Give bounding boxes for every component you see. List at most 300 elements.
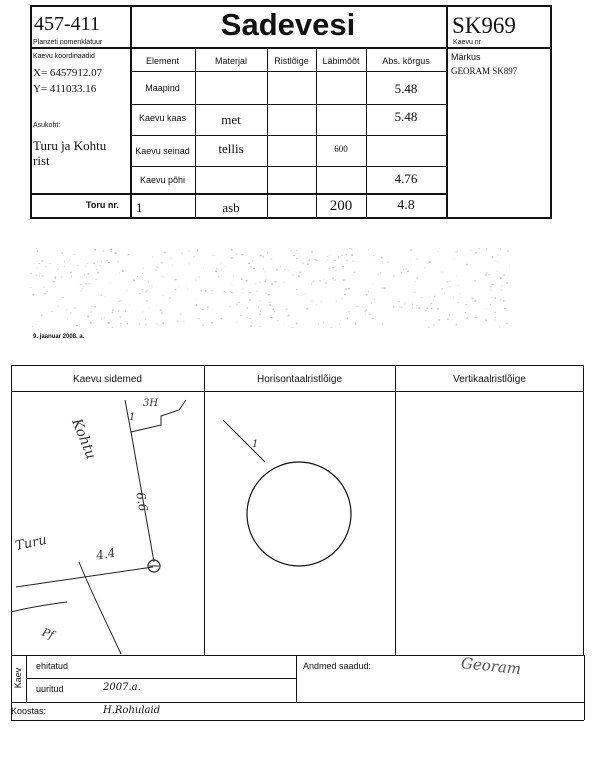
speckle-dot [334,260,336,261]
speckle-dot [274,311,275,313]
speckle-dot [267,252,268,253]
speckle-dot [492,297,493,298]
speckle-dot [49,263,51,264]
distance-label: 4.4 [95,545,117,563]
speckle-dot [152,256,153,258]
speckle-dot [291,250,292,251]
pipe-nr: 1 [136,200,143,215]
speckle-dot [230,291,231,292]
speckle-dot [66,310,68,311]
speckle-dot [431,303,433,304]
speckle-dot [486,272,488,273]
speckle-dot [112,310,114,311]
speckle-dot [147,290,149,291]
table-row-korgus: 4.76 [394,171,418,186]
speckle-dot [145,319,146,320]
speckle-dot [112,312,114,313]
speckle-dot [284,282,285,284]
speckle-dot [344,294,346,295]
speckle-dot [401,272,403,273]
speckle-dot [37,268,38,269]
speckle-dot [466,308,467,309]
speckle-dot [353,261,355,262]
pipe-materjal: asb [222,200,240,215]
speckle-dot [406,268,407,270]
speckle-dot [248,263,250,264]
speckle-dot [69,260,70,261]
speckle-dot [112,327,113,328]
speckle-dot [293,274,294,276]
pipe-arrow-label: 1 [252,439,259,450]
speckle-dot [504,308,506,309]
speckle-dot [501,285,502,287]
speckle-dot [53,281,55,282]
built-label: ehitatud [36,661,69,671]
speckle-dot [441,271,442,273]
speckle-dot [91,306,93,307]
speckle-dot [196,298,197,299]
speckle-dot [76,265,78,266]
speckle-dot [424,268,426,269]
speckle-dot [143,268,144,269]
speckle-dot [372,318,373,319]
speckle-dot [414,292,416,293]
speckle-dot [494,312,496,313]
well-circle [247,462,351,566]
speckle-dot [80,291,82,292]
speckle-dot [149,308,150,309]
speckle-dot [211,290,213,291]
speckle-dot [336,300,337,302]
speckle-dot [355,322,356,324]
speckle-dot [348,288,350,289]
speckle-dot [42,260,44,261]
speckle-dot [286,309,288,310]
table-row-element: Kaevu kaas [138,113,187,123]
speckle-dot [180,313,181,314]
speckle-dot [233,276,234,277]
speckle-dot [71,276,72,277]
speckle-dot [103,251,104,252]
speckle-dot [399,306,400,307]
speckle-dot [126,290,127,291]
speckle-dot [160,309,162,311]
speckle-dot [137,276,138,277]
speckle-dot [318,323,319,325]
speckle-dot [67,319,68,320]
speckle-dot [67,257,68,258]
speckle-dot [230,306,231,307]
speckle-dot [497,271,498,272]
speckle-dot [467,318,469,319]
speckle-dot [399,301,400,302]
speckle-dot [296,323,298,325]
speckle-dot [107,260,108,261]
speckle-dot [490,304,491,305]
speckle-dot [94,249,96,251]
speckle-dot [231,257,233,258]
speckle-dot [300,272,302,274]
speckle-dot [345,289,347,290]
speckle-dot [246,317,247,318]
speckle-dot [393,276,395,277]
speckle-dot [129,305,130,306]
location-sketch [11,392,204,655]
speckle-dot [298,275,300,277]
header-materjal: Materjal [214,56,247,66]
speckle-dot [241,315,242,316]
speckle-dot [417,277,418,279]
speckle-dot [252,261,253,262]
speckle-dot [238,302,240,304]
speckle-dot [355,324,356,326]
speckle-dot [241,278,243,280]
speckle-dot [86,283,87,284]
speckle-dot [161,262,163,263]
speckle-dot [224,291,225,293]
speckle-dot [490,286,492,287]
data-source-value: Georam [460,653,523,679]
speckle-dot [46,291,48,292]
pipe-arrow [223,420,265,462]
speckle-dot [449,314,450,316]
speckle-dot [485,320,487,322]
speckle-dot [118,301,119,303]
speckle-dot [346,318,347,319]
speckle-dot [118,311,119,312]
well-number: SK969 [452,13,516,38]
speckle-dot [259,326,261,327]
speckle-dot [338,257,339,258]
speckle-dot [415,281,416,282]
speckle-dot [316,305,318,306]
speckle-dot [196,304,198,306]
speckle-dot [500,277,502,279]
speckle-dot [122,270,124,272]
speckle-dot [288,316,289,317]
speckle-dot [258,306,259,308]
speckle-dot [152,286,153,287]
speckle-dot [428,327,430,328]
speckle-dot [380,273,381,274]
speckle-dot [327,256,328,257]
speckle-dot [249,299,251,301]
speckle-dot [231,249,233,251]
table-row-labimoot: 600 [334,144,348,154]
speckle-dot [495,316,496,318]
speckle-dot [133,280,135,282]
speckle-dot [263,268,264,269]
speckle-dot [58,306,59,307]
table-row-korgus: 5.48 [394,81,418,96]
speckle-dot [111,251,112,252]
speckle-dot [149,287,150,288]
inspected-value: 2007.a. [103,682,141,693]
speckle-dot [348,311,350,312]
speckle-dot [146,300,147,302]
speckle-dot [105,296,106,297]
speckle-dot [253,268,255,269]
speckle-dot [241,254,243,255]
speckle-dot [120,323,122,324]
speckle-dot [203,268,204,269]
speckle-dot [475,253,476,255]
speckle-dot [330,255,331,256]
coord-x: X= 6457912.07 [33,67,103,79]
speckle-dot [231,292,233,293]
speckle-dot [100,295,102,296]
speckle-dot [43,287,45,288]
speckle-dot [271,284,273,286]
speckle-dot [441,288,443,289]
speckle-dot [62,253,63,254]
speckle-dot [466,264,468,266]
pipe-korgus: 4.8 [397,198,415,213]
speckle-dot [243,289,244,291]
speckle-dot [115,252,117,254]
speckle-dot [302,263,304,264]
speckle-dot [95,266,96,267]
speckle-dot [156,270,157,272]
inspected-label: uuritud [36,684,64,694]
speckle-dot [139,293,141,294]
speckle-dot [110,248,112,250]
speckle-dot [250,325,252,326]
speckle-dot [307,263,309,265]
speckle-dot [366,309,367,310]
speckle-dot [270,259,272,260]
lower-form [11,365,584,720]
speckle-dot [44,293,46,294]
speckle-dot [93,263,95,265]
speckle-dot [87,263,88,264]
house-label: 3H [143,398,159,409]
speckle-dot [486,248,487,249]
speckle-dot [459,294,460,295]
speckle-dot [417,259,418,260]
speckle-dot [334,280,336,281]
plan-number: 457-411 [34,13,100,35]
speckle-dot [95,279,97,280]
speckle-dot [453,258,454,259]
speckle-dot [172,264,173,265]
speckle-dot [365,313,366,314]
speckle-dot [323,279,324,280]
speckle-dot [88,284,90,285]
speckle-dot [404,303,405,305]
speckle-dot [458,302,459,304]
speckle-dot [311,283,312,285]
speckle-dot [434,296,435,298]
speckle-dot [207,307,208,309]
speckle-dot [202,309,204,310]
speckle-dot [193,256,195,257]
speckle-dot [55,276,56,278]
speckle-dot [374,299,375,300]
speckle-dot [330,327,332,328]
speckle-dot [293,255,295,256]
speckle-dot [243,292,244,294]
coord-y: Y= 411033.16 [33,83,97,95]
speckle-dot [453,297,454,299]
speckle-dot [87,316,89,318]
speckle-dot [101,318,102,319]
speckle-dot [416,305,418,306]
speckle-dot [492,284,494,285]
speckle-dot [201,290,203,292]
speckle-dot [316,260,318,261]
speckle-dot [96,269,98,270]
speckle-dot [232,284,233,285]
speckle-dot [213,255,214,256]
header-korgus: Abs. kõrgus [382,56,430,66]
speckle-dot [74,254,76,255]
speckle-dot [271,317,273,318]
speckle-dot [218,276,219,277]
speckle-dot [34,264,35,265]
scan-noise [30,248,510,328]
speckle-dot [203,325,204,326]
speckle-dot [346,260,348,261]
speckle-dot [30,287,31,288]
speckle-dot [74,307,76,308]
speckle-dot [120,325,121,327]
speckle-dot [141,289,143,290]
speckle-dot [497,274,498,275]
speckle-dot [119,272,120,273]
speckle-dot [156,323,157,324]
remarks-text: GEORAM SK897 [451,66,518,76]
speckle-dot [128,254,130,255]
speckle-dot [325,283,326,285]
speckle-dot [387,262,389,263]
speckle-dot [333,278,334,280]
speckle-dot [501,289,502,290]
speckle-dot [425,320,426,321]
speckle-dot [184,321,185,322]
speckle-dot [323,322,324,323]
speckle-dot [220,264,221,265]
speckle-dot [125,311,126,313]
speckle-dot [369,314,371,315]
speckle-dot [265,272,266,273]
speckle-dot [275,281,277,283]
speckle-dot [443,313,444,314]
speckle-dot [297,293,298,294]
speckle-dot [171,258,172,259]
speckle-dot [220,318,222,319]
speckle-dot [342,255,343,256]
speckle-dot [401,307,403,308]
speckle-dot [407,270,409,272]
speckle-dot [292,327,294,328]
speckle-dot [164,252,166,253]
speckle-dot [500,248,501,249]
speckle-dot [372,283,373,284]
street-edge [11,602,67,612]
speckle-dot [110,283,111,284]
corner-label: 1 [129,412,136,423]
speckle-dot [256,291,258,292]
speckle-dot [156,305,157,306]
speckle-dot [485,274,487,275]
speckle-dot [97,261,98,262]
speckle-dot [198,318,200,319]
sketch-note: Pf [40,625,56,642]
speckle-dot [412,303,413,305]
table-row-korgus: 5.48 [394,109,418,124]
speckle-dot [199,276,200,278]
speckle-dot [495,320,496,321]
speckle-dot [384,287,386,289]
speckle-dot [500,299,501,300]
top-form [30,5,552,219]
speckle-dot [163,295,164,297]
speckle-dot [265,293,266,294]
speckle-dot [70,272,72,273]
speckle-dot [429,261,431,263]
date-stamp: 9. jaanuar 2008. a. [33,334,85,340]
remarks-label: Märkus [451,52,481,62]
speckle-dot [121,300,122,301]
horizontal-section [205,392,395,655]
speckle-dot [425,310,426,311]
speckle-dot [457,250,458,251]
speckle-dot [438,319,440,321]
speckle-dot [506,323,507,324]
speckle-dot [450,287,452,288]
speckle-dot [465,304,467,305]
speckle-dot [97,272,99,274]
speckle-dot [347,318,348,320]
speckle-dot [312,301,313,302]
speckle-dot [418,307,420,309]
speckle-dot [269,302,270,303]
speckle-dot [250,266,251,267]
speckle-dot [309,260,310,261]
speckle-dot [438,251,439,253]
speckle-dot [236,322,237,323]
speckle-dot [51,311,53,312]
speckle-dot [249,292,251,293]
speckle-dot [236,304,238,305]
speckle-dot [351,254,353,256]
table-row-element: Kaevu seinad [135,146,190,156]
speckle-dot [120,300,121,301]
speckle-dot [186,286,187,287]
speckle-dot [175,289,177,290]
speckle-dot [382,287,383,288]
speckle-dot [475,252,477,253]
street-label-turu: Turu [14,532,49,555]
header-ristloige: Ristlõige [274,56,309,66]
speckle-dot [495,297,496,299]
location-label: Asukoht: [33,122,61,129]
speckle-dot [305,293,306,294]
table-row-materjal: met [221,112,241,127]
speckle-dot [296,250,297,251]
table-row-materjal: tellis [218,141,244,156]
speckle-dot [175,279,177,280]
speckle-dot [499,327,500,328]
speckle-dot [64,261,65,262]
speckle-dot [429,296,430,297]
speckle-dot [344,249,345,250]
speckle-dot [224,266,225,267]
speckle-dot [507,250,509,251]
speckle-dot [334,267,336,268]
speckle-dot [221,270,223,271]
